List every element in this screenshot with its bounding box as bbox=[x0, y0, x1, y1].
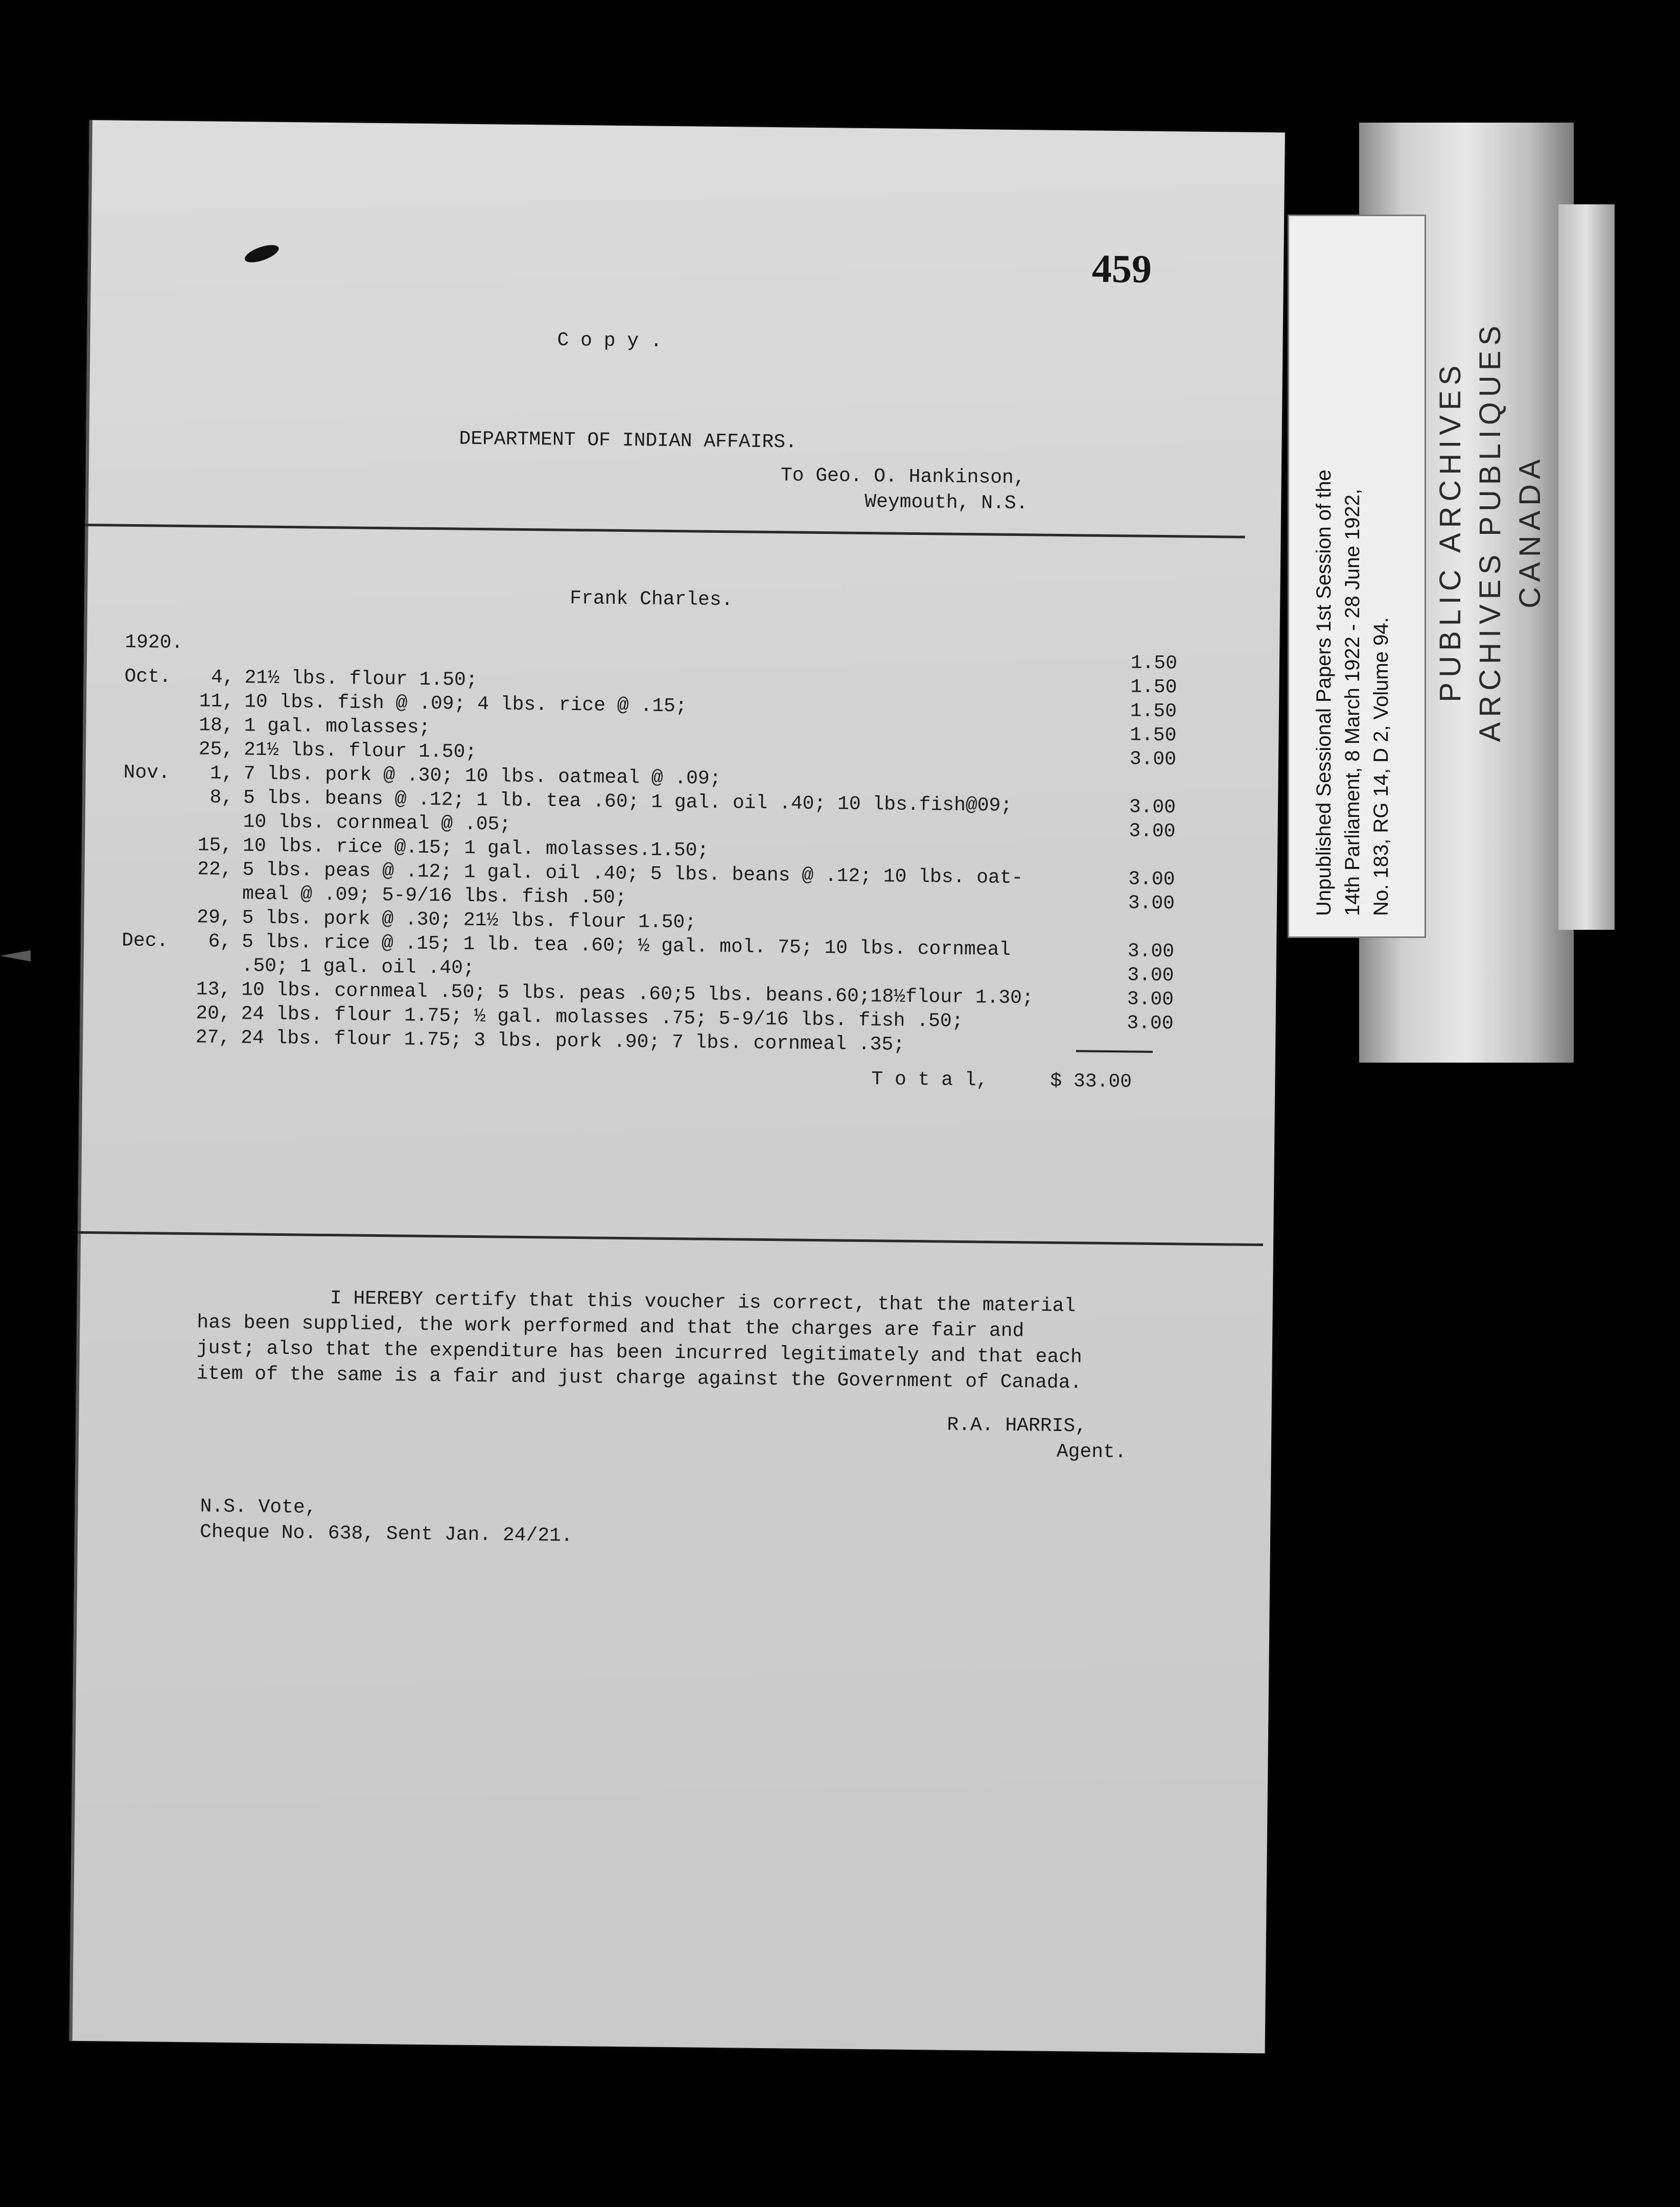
ledger-items: meal @ .09; 5-9/16 lbs. fish .50; bbox=[242, 883, 627, 909]
ledger-day: 25, bbox=[198, 738, 234, 761]
total-value: $ 33.00 bbox=[1050, 1070, 1132, 1093]
ledger-items: 5 lbs. beans @ .12; 1 lb. tea .60; 1 gal. oil .40; 10 lbs.fish@09; bbox=[243, 787, 1013, 817]
ledger-amount: 3.00 bbox=[1127, 964, 1174, 987]
ink-smudge bbox=[243, 242, 281, 266]
stamp-line-3: CANADA bbox=[1513, 454, 1547, 608]
page-number: 459 bbox=[1091, 246, 1152, 291]
ledger-day: 29, bbox=[197, 906, 232, 929]
archive-reference-label bbox=[1288, 215, 1426, 938]
ledger-items: 24 lbs. flour 1.75; 3 lbs. pork .90; 7 lbs. cornmeal .35; bbox=[240, 1027, 905, 1056]
ledger-amount: 3.00 bbox=[1127, 1012, 1174, 1035]
ledger-divider bbox=[78, 1231, 1263, 1246]
ledger-day bbox=[191, 954, 231, 955]
account-name: Frank Charles. bbox=[570, 587, 733, 612]
ledger-amount: 1.50 bbox=[1130, 652, 1178, 675]
signer-title: Agent. bbox=[1056, 1440, 1127, 1464]
cheque-line: Cheque No. 638, Sent Jan. 24/21. bbox=[199, 1521, 573, 1547]
archive-stamp-text bbox=[1431, 250, 1550, 812]
copy-label: C o p y . bbox=[557, 329, 662, 353]
ledger-items: 21½ lbs. flour 1.50; bbox=[243, 739, 477, 764]
ledger-amount: 1.50 bbox=[1130, 700, 1177, 723]
addressee-place: Weymouth, N.S. bbox=[865, 490, 1028, 515]
ledger-day: 20, bbox=[196, 1002, 231, 1025]
department-heading: DEPARTMENT OF INDIAN AFFAIRS. bbox=[459, 428, 798, 454]
ledger-day: 6, bbox=[208, 930, 232, 953]
archive-label-line-1: Unpublished Sessional Papers 1st Session of the bbox=[1313, 469, 1335, 916]
ledger-day: 22, bbox=[197, 858, 232, 881]
ledger-items: 21½ lbs. flour 1.50; bbox=[244, 667, 478, 692]
ledger-day: 1, bbox=[209, 762, 234, 785]
certification-line-3: just; also that the expenditure has been incurred legitimately and that each bbox=[196, 1337, 1083, 1369]
ledger-items: 10 lbs. rice @.15; 1 gal. molasses.1.50; bbox=[242, 835, 709, 862]
ledger-items: 5 lbs. rice @ .15; 1 lb. tea .60; ½ gal. mol. 75; 10 lbs. cornmeal bbox=[241, 931, 1011, 961]
stamp-line-1: PUBLIC ARCHIVES bbox=[1434, 360, 1467, 702]
ledger-table bbox=[121, 642, 1228, 1062]
ledger-year: 1920. bbox=[125, 631, 183, 654]
certification-line-4: item of the same is a fair and just charge against the Government of Canada. bbox=[196, 1363, 1082, 1394]
ledger-amount: 3.00 bbox=[1127, 940, 1175, 963]
ledger-day: 13, bbox=[196, 978, 231, 1001]
total-label: T o t a l, bbox=[871, 1068, 988, 1092]
archive-stamp-tab bbox=[1558, 204, 1615, 930]
archive-reference-text bbox=[1310, 206, 1395, 936]
ledger-day bbox=[192, 810, 233, 811]
ledger-items: 10 lbs. cornmeal @ .05; bbox=[243, 811, 511, 836]
ledger-amount: 3.00 bbox=[1129, 748, 1177, 771]
ledger-items: 5 lbs. peas @ .12; 1 gal. oil .40; 5 lbs. beans @ .12; 10 lbs. oat- bbox=[242, 859, 1023, 889]
ledger-day: 18, bbox=[198, 714, 234, 737]
ledger-items: 24 lbs. flour 1.75; ½ gal. molasses .75; 5-9/16 lbs. fish .50; bbox=[241, 1003, 964, 1033]
archive-label-line-3: No. 183, RG 14, D 2, Volume 94. bbox=[1370, 617, 1392, 916]
ledger-amount: 3.00 bbox=[1127, 988, 1174, 1011]
ledger-day: 15, bbox=[197, 834, 233, 857]
ledger-month: Oct. bbox=[124, 665, 172, 688]
ledger-day: 11, bbox=[199, 690, 235, 713]
ledger-day bbox=[194, 642, 235, 643]
ledger-day: 8, bbox=[209, 786, 234, 809]
ledger-items: 5 lbs. pork @ .30; 21½ lbs. flour 1.50; bbox=[242, 907, 697, 934]
ledger-amount: 3.00 bbox=[1129, 796, 1176, 819]
addressee-name: To Geo. O. Hankinson, bbox=[780, 464, 1025, 489]
archive-label-line-2: 14th Parliament, 8 March 1922 - 28 June 1922, bbox=[1341, 488, 1364, 916]
ledger-day: 27, bbox=[195, 1026, 231, 1049]
ledger-items: 10 lbs. fish @ .09; 4 lbs. rice @ .15; bbox=[244, 691, 687, 718]
vote-line: N.S. Vote, bbox=[200, 1495, 317, 1519]
ledger-day: 4, bbox=[211, 666, 235, 689]
ledger-month: Dec. bbox=[121, 929, 169, 952]
ledger-items: 7 lbs. pork @ .30; 10 lbs. oatmeal @ .09; bbox=[243, 763, 721, 790]
stamp-line-2: ARCHIVES PUBLIQUES bbox=[1474, 320, 1507, 742]
ledger-amount: 3.00 bbox=[1128, 892, 1175, 915]
ledger-items: 10 lbs. cornmeal .50; 5 lbs. peas .60;5 lbs. beans.60;18½flour 1.30; bbox=[241, 979, 1034, 1009]
ledger-amount: 1.50 bbox=[1130, 724, 1177, 747]
certification-line-2: has been supplied, the work performed and that the charges are fair and bbox=[197, 1311, 1024, 1343]
ledger-month: Nov. bbox=[123, 761, 171, 784]
ledger-amount: 3.00 bbox=[1129, 820, 1176, 843]
scan-edge-mark bbox=[0, 950, 31, 961]
ledger-items: 1 gal. molasses; bbox=[244, 715, 431, 739]
voucher-page bbox=[69, 120, 1285, 2053]
ledger-items: .50; 1 gal. oil .40; bbox=[241, 955, 475, 979]
header-divider bbox=[85, 524, 1245, 538]
ledger-amount: 3.00 bbox=[1128, 868, 1175, 891]
ledger-day bbox=[191, 882, 232, 883]
certification-line-1: I HEREBY certify that this voucher is correct, that the material bbox=[330, 1287, 1076, 1318]
ledger-amount: 1.50 bbox=[1130, 676, 1177, 699]
signer-name: R.A. HARRIS, bbox=[947, 1414, 1087, 1438]
